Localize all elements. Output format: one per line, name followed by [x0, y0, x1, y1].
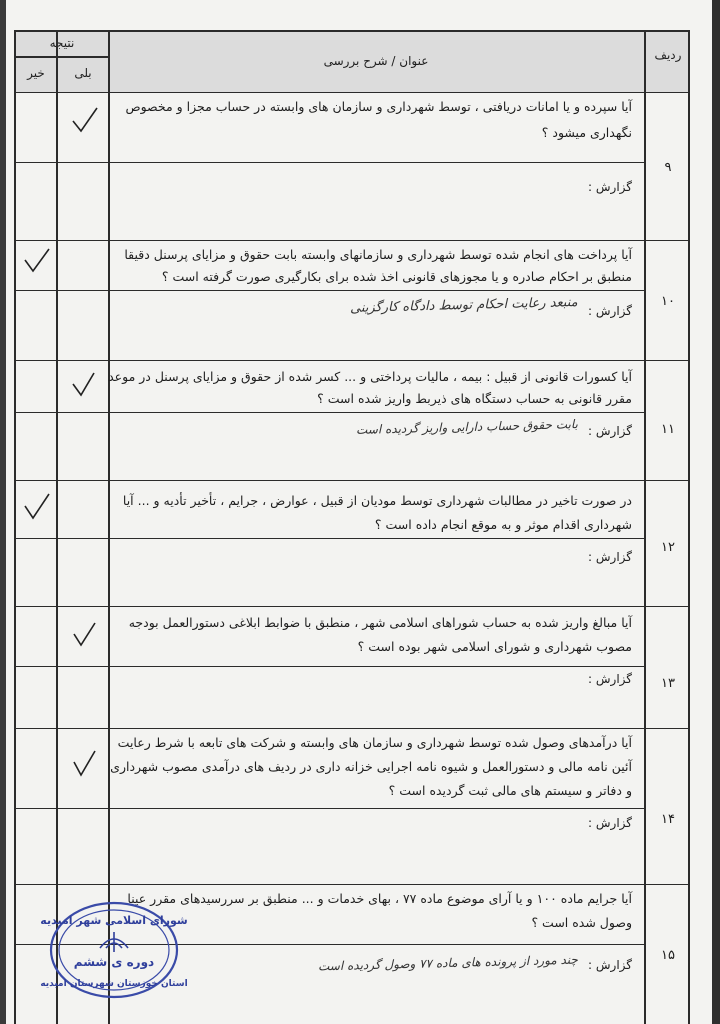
report-label: گزارش :: [588, 424, 632, 438]
question-line: مصوب شهرداری و شورای اسلامی شهر بوده است ؟: [357, 639, 632, 654]
report-divider: [16, 666, 644, 667]
handwritten-report: منبعد رعایت احکام توسط دادگاه کارگزینی: [350, 295, 579, 316]
seal-top-text: شورای اسلامی شهر امیدیه: [40, 914, 188, 927]
header-result: نتیجه: [49, 36, 75, 50]
row-number: ۱۲: [661, 540, 675, 555]
question-line: آیا سپرده و یا امانات دریافتی ، توسط شهرداری و سازمان های وابسته در حساب مجزا و مخصوص: [125, 99, 632, 114]
question-line: وصول شده است ؟: [531, 915, 632, 930]
report-divider: [16, 290, 644, 291]
row-border: [16, 728, 688, 729]
row-border: [16, 240, 688, 241]
report-divider: [16, 808, 644, 809]
report-label: گزارش :: [588, 672, 632, 686]
report-divider: [16, 412, 644, 413]
row-border: [16, 360, 688, 361]
row-number: ۱۵: [661, 948, 675, 963]
report-divider: [16, 162, 644, 163]
question-line: آئین نامه مالی و دستورالعمل و شیوه نامه اجرایی خزانه داری در ردیف های درآمدی مصوب شهرداری: [110, 759, 632, 774]
header-result-divider: [16, 56, 108, 58]
header-yes: بلی: [74, 66, 92, 80]
question-line: منطبق بر احکام صادره و یا مجوزهای قانونی اخذ شده برای بکارگیری صورت گرفته است ؟: [161, 269, 632, 284]
question-line: آیا مبالغ واریز شده به حساب شوراهای اسلامی شهر ، منطبق با ضوابط ابلاغی دستورالعمل بودجه: [128, 615, 632, 630]
checkmark-icon: [22, 492, 52, 522]
row-border: [16, 606, 688, 607]
report-label: گزارش :: [588, 816, 632, 830]
row-number: ۱۴: [661, 812, 675, 827]
question-line: آیا درآمدهای وصول شده توسط شهرداری و سازمان های وابسته و شرکت های تابعه با شرط رعایت: [117, 735, 632, 750]
seal-bottom-text: استان خوزستان شهرستان امیدیه: [40, 979, 188, 989]
col-divider-no: [56, 32, 58, 1024]
row-number: ۱۰: [661, 294, 675, 309]
checkmark-icon: [70, 750, 100, 780]
question-line: آیا جرایم ماده ۱۰۰ و یا آرای موضوع ماده ۷۷ ، بهای خدمات و ... منطبق بر سررسیدهای مقرر عینا: [127, 891, 632, 906]
handwritten-report: بابت حقوق حساب دارایی واریز گردیده است: [355, 417, 579, 437]
question-line: آیا کسورات قانونی از قبیل : بیمه ، مالیات پرداختی و ... کسر شده از حقوق و مزایای پرسنل در موعد: [108, 369, 632, 384]
header-no: خیر: [27, 66, 45, 80]
report-label: گزارش :: [588, 958, 632, 972]
col-divider-number: [644, 32, 646, 1024]
question-line: مقرر قانونی به حساب دستگاه های ذیربط واریز شده است ؟: [317, 391, 632, 406]
report-label: گزارش :: [588, 304, 632, 318]
row-number: ۱۱: [661, 422, 675, 437]
question-line: آیا پرداخت های انجام شده توسط شهرداری و سازمانهای وابسته بابت حقوق و مزایای پرسنل دقیقا: [124, 247, 632, 262]
question-line: در صورت تاخیر در مطالبات شهرداری توسط مودیان از قبیل ، عوارض ، جرایم ، تأخیر تأدیه و ... آیا: [122, 493, 632, 508]
checkmark-icon: [70, 106, 100, 136]
scan-left-edge: [0, 0, 6, 1024]
question-line: شهرداری اقدام موثر و به موقع انجام داده است ؟: [374, 517, 632, 532]
row-border: [16, 884, 688, 885]
report-label: گزارش :: [588, 180, 632, 194]
official-seal-stamp: [40, 900, 188, 1000]
scan-right-edge: [712, 0, 720, 1024]
row-number: ۹: [664, 160, 672, 175]
seal-emblem-icon: [100, 932, 128, 952]
report-label: گزارش :: [588, 550, 632, 564]
col-divider-yes: [108, 32, 110, 1024]
row-border: [16, 480, 688, 481]
question-line: و دفاتر و سیستم های مالی ثبت گردیده است ؟: [388, 783, 632, 798]
checkmark-icon: [22, 246, 52, 276]
handwritten-report: چند مورد از پرونده های ماده ۷۷ وصول گردیده است: [317, 952, 579, 974]
question-line: نگهداری میشود ؟: [541, 125, 632, 140]
report-divider: [16, 538, 644, 539]
header-row-number: ردیف: [654, 48, 682, 62]
header-title: عنوان / شرح بررسی: [323, 54, 429, 68]
checkmark-icon: [70, 620, 100, 650]
seal-middle-text: دوره ی ششم: [73, 955, 155, 969]
row-number: ۱۳: [661, 676, 675, 691]
checkmark-icon: [70, 370, 100, 400]
checklist-table: [14, 30, 690, 1024]
row-border: [16, 92, 688, 93]
